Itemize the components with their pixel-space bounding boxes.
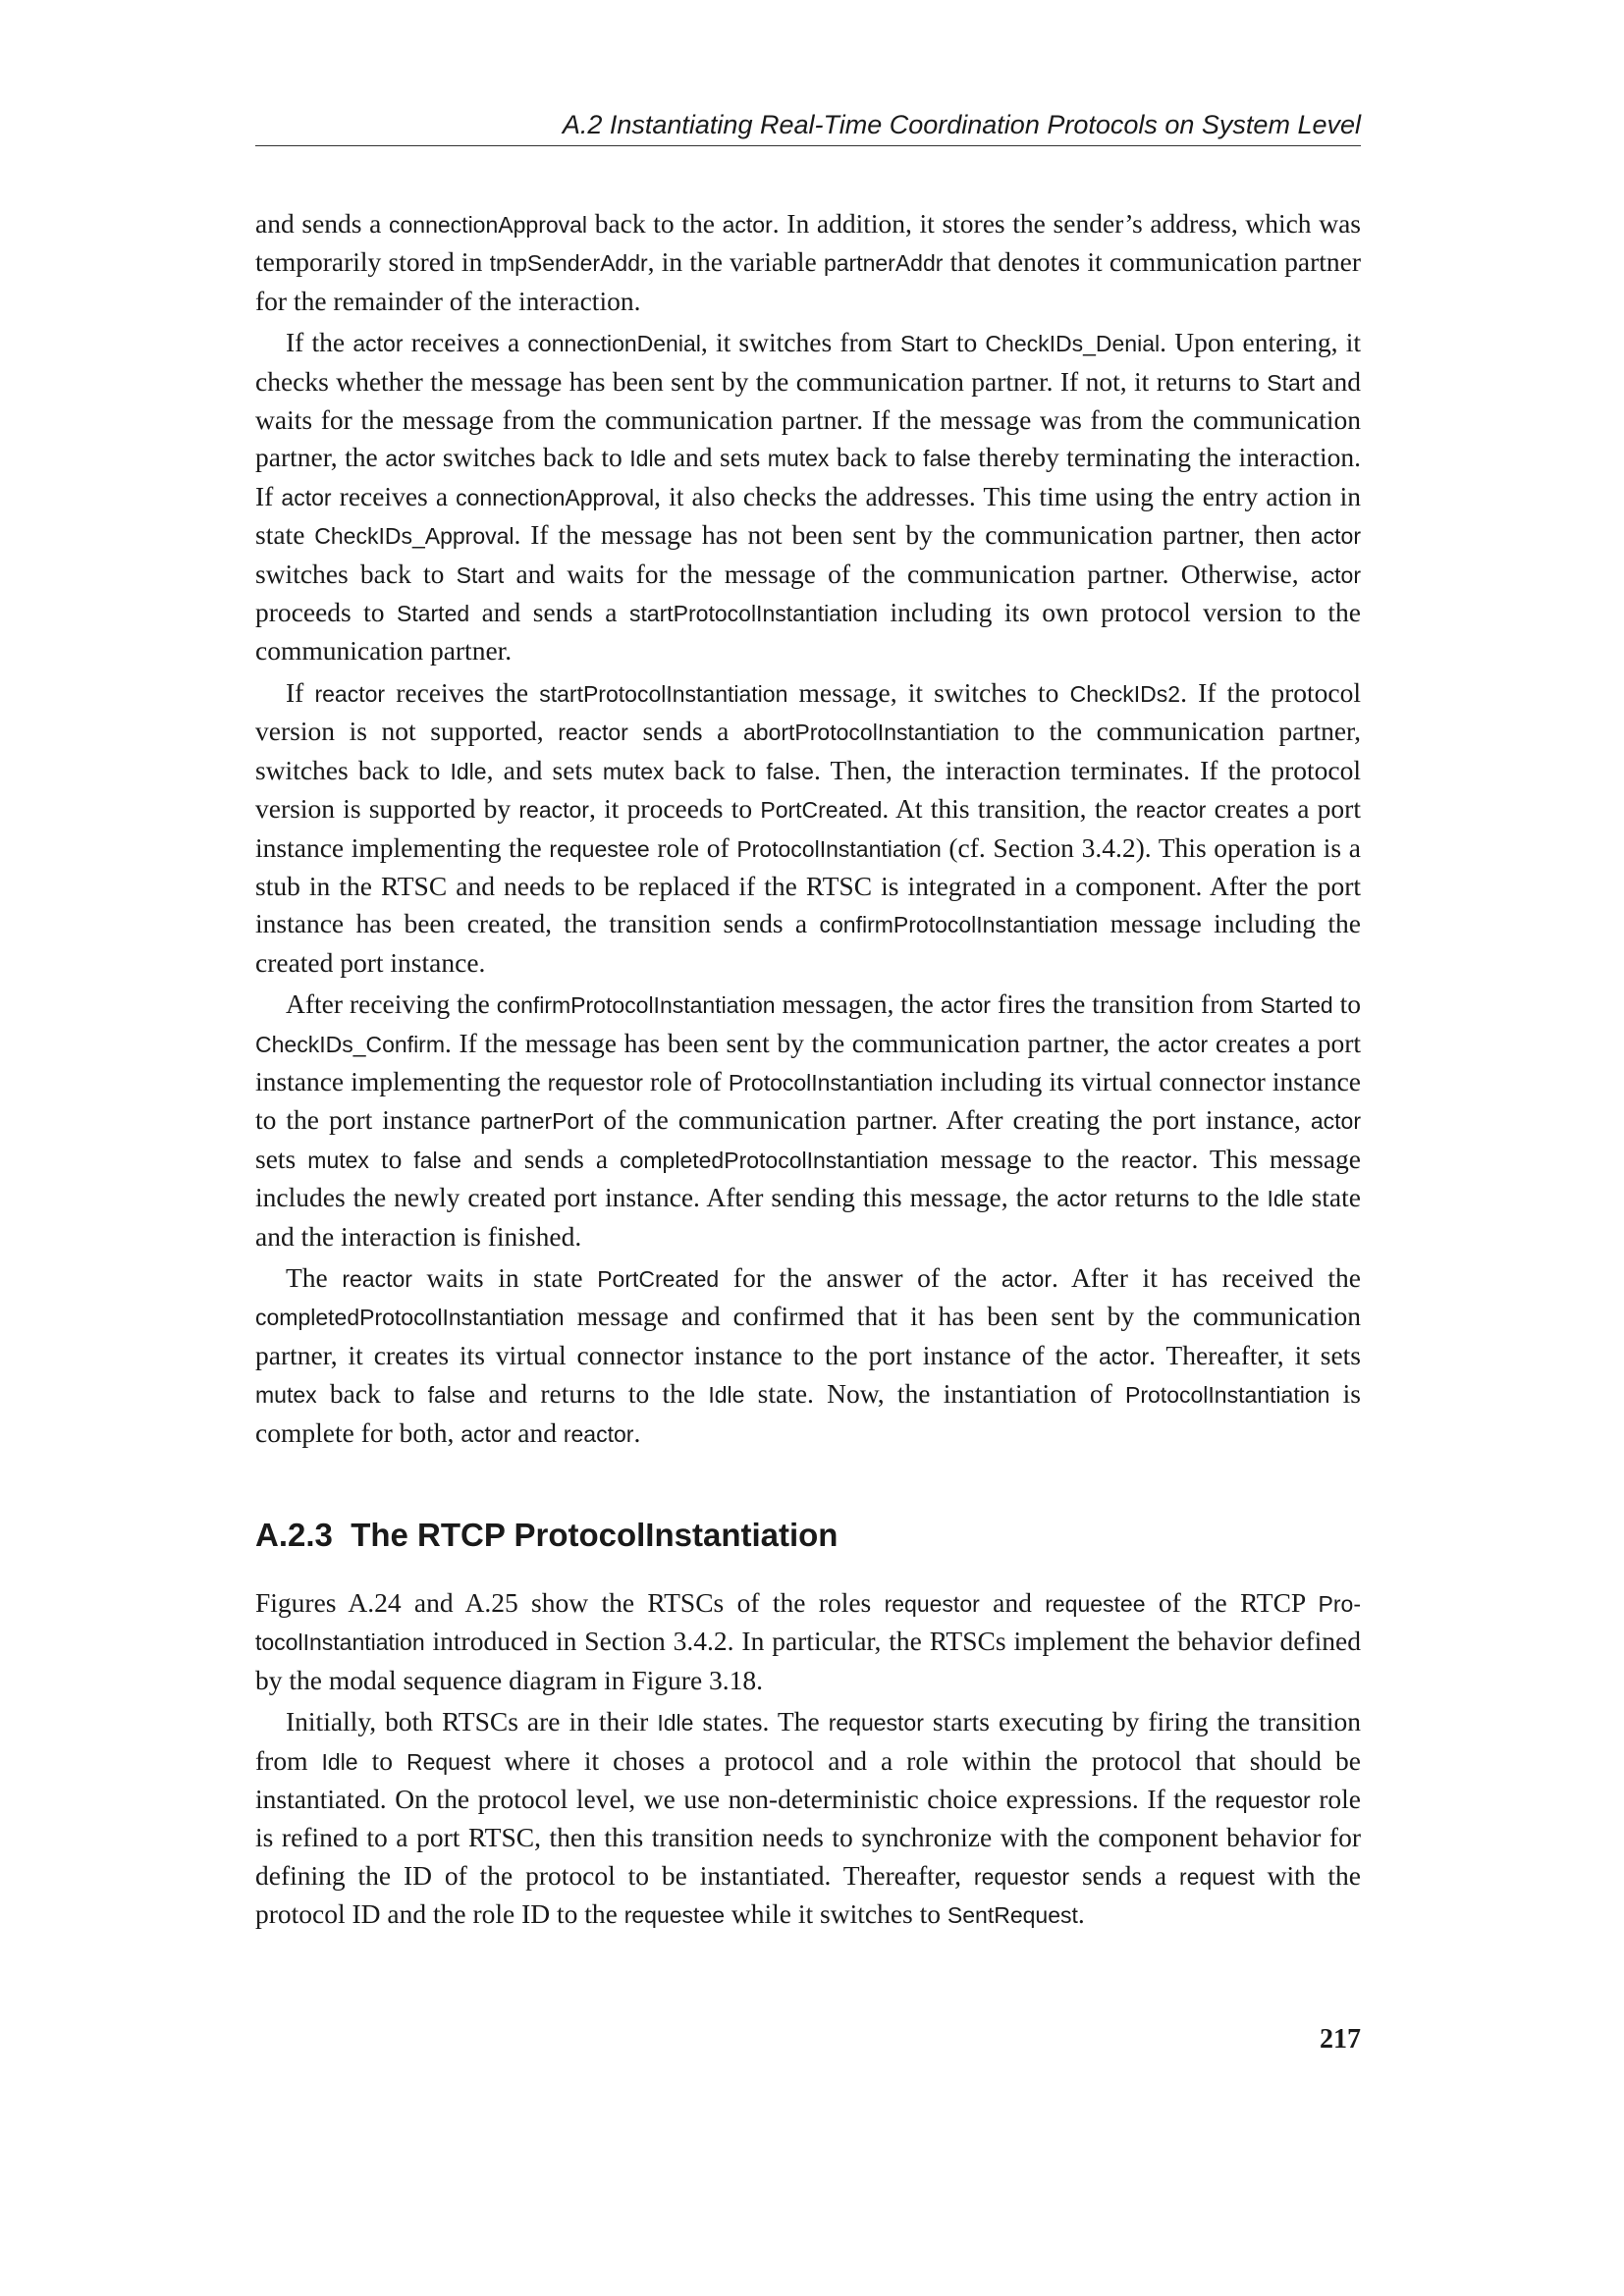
paragraph: and sends a connectionApproval back to the actor. In addition, it stores the sender’s address, which was temporarily stored in tmpSenderAddr, in the variable partnerAddr that denotes it communication partner for the remainder of the interaction.	[255, 208, 1362, 316]
running-head: A.2 Instantiating Real-Time Coordination Protocols on System Level	[255, 108, 1361, 146]
code-term: SentRequest	[947, 1902, 1078, 1929]
code-term: request	[1179, 1863, 1255, 1890]
code-term: requestee	[549, 835, 650, 862]
code-term: mutex	[602, 758, 665, 784]
paragraph: If reactor receives the startProtocolInstantiation message, it switches to CheckIDs2. If the protocol version is not supported, reactor sends a abortProtocolInstantiation to the communication partner, switches back to Idle, and sets mutex back to false. Then, the interaction terminates. If the protocol version is supported by reactor, it proceeds to PortCreated. At this transition, the reactor creates a port instance implementing the requestee role of ProtocolInstantiation (cf. Section 3.4.2). This operation is a stub in the RTSC and needs to be replaced if the RTSC is integrated in a component. After the port instance has been created, the transition sends a confirmProtocolInstantiation message including the created port instance.	[255, 676, 1361, 978]
code-term: ProtocolInstantiation	[728, 1069, 934, 1095]
code-term: PortCreated	[597, 1265, 720, 1292]
code-term: ProtocolInstantiation	[1125, 1382, 1330, 1409]
code-term: requestor	[547, 1069, 643, 1095]
section-number: A.2.3	[255, 1517, 333, 1553]
code-term: startProtocolInstantiation	[539, 680, 788, 707]
code-term: Request	[406, 1748, 491, 1775]
code-term: CheckIDs_Approval	[314, 523, 514, 550]
code-term: confirmProtocolInstantiation	[819, 912, 1099, 938]
code-term: actor	[1099, 1343, 1150, 1369]
code-term: mutex	[767, 446, 830, 472]
code-term: actor	[722, 212, 773, 238]
code-term: confirmProtocolInstantiation	[496, 992, 776, 1019]
code-term: connectionDenial	[527, 331, 701, 357]
code-term: false	[923, 446, 971, 472]
code-term: partnerPort	[480, 1108, 594, 1135]
code-term: ProtocolInstantiation	[255, 1591, 1361, 1656]
code-term: CheckIDs_Confirm	[255, 1031, 445, 1057]
code-term: actor	[940, 992, 991, 1019]
code-term: actor	[1310, 561, 1361, 588]
code-term: reactor	[558, 720, 628, 746]
code-term: actor	[460, 1420, 512, 1447]
code-term: requestee	[1045, 1591, 1146, 1617]
code-term: false	[413, 1147, 461, 1173]
code-term: connectionApproval	[389, 212, 588, 238]
code-term: PortCreated	[760, 797, 883, 824]
paragraph: Figures A.24 and A.25 show the RTSCs of the roles requestor and requestee of the RTCP ProtocolInstantiation introduced in Section 3.4.2. In particular, the RTSCs implement the behavior defined by the modal sequence diagram in Figure 3.18.	[255, 1587, 1361, 1695]
paragraph: The reactor waits in state PortCreated for the answer of the actor. After it has received the completedProtocolInstantiation message and confirmed that it has been sent by the communication partner, it creates its virtual connector instance to the port instance of the actor. Thereafter, it sets mutex back to false and returns to the Idle state. Now, the instantiation of ProtocolInstantiation is complete for both, actor and reactor.	[255, 1261, 1362, 1448]
paragraph: After receiving the confirmProtocolInstantiation messagen, the actor fires the transition from Started to CheckIDs_Confirm. If the message has been sent by the communication partner, the actor creates a port instance implementing the requestor role of ProtocolInstantiation including its virtual connector instance to the port instance partnerPort of the communication partner. After creating the port instance, actor sets mutex to false and sends a completedProtocolInstantiation message to the reactor. This message includes the newly created port instance. After sending this message, the actor returns to the Idle state and the interaction is finished.	[255, 988, 1362, 1252]
code-term: completedProtocolInstantiation	[255, 1305, 565, 1331]
code-term: actor	[1310, 523, 1361, 550]
code-term: requestor	[884, 1591, 980, 1617]
code-term: actor	[385, 446, 436, 472]
code-term: requestor	[828, 1710, 924, 1736]
code-term: reactor	[314, 680, 386, 707]
page-number: 217	[1320, 2024, 1361, 2055]
code-term: completedProtocolInstantiation	[620, 1147, 929, 1173]
code-term: reactor	[518, 797, 589, 824]
body-text	[255, 205, 1361, 1935]
code-term: Start	[456, 561, 505, 588]
code-term: Idle	[1267, 1186, 1304, 1212]
code-term: partnerAddr	[823, 250, 944, 277]
section-title: The RTCP ProtocolInstantiation	[351, 1517, 839, 1553]
code-term: tmpSenderAddr	[489, 250, 648, 277]
code-term: reactor	[342, 1265, 412, 1292]
code-term: abortProtocolInstantiation	[743, 720, 1000, 746]
code-term: CheckIDs_Denial	[985, 331, 1161, 357]
code-term: Start	[900, 331, 948, 357]
code-term: requestor	[1215, 1788, 1311, 1814]
code-term: mutex	[307, 1147, 369, 1173]
code-term: mutex	[255, 1382, 317, 1409]
code-term: requestor	[973, 1863, 1070, 1890]
code-term: reactor	[563, 1420, 634, 1447]
code-term: Idle	[657, 1710, 694, 1736]
paragraph: If the actor receives a connectionDenial, it switches from Start to CheckIDs_Denial. Upon entering, it checks whether the message has been sent by the communication partner. If not, it returns to Start and waits for the message from the communication partner. If the message was from the communication partner, the actor switches back to Idle and sets mutex back to false thereby terminating the interaction. If actor receives a connectionApproval, it also checks the addresses. This time using the entry action in state CheckIDs_Approval. If the message has not been sent by the communication partner, then actor switches back to Start and waits for the message of the communication partner. Otherwise, actor proceeds to Started and sends a startProtocolInstantiation including its own protocol version to the communication partner.	[255, 327, 1362, 667]
code-term: Idle	[629, 446, 667, 472]
code-term: ProtocolInstantiation	[736, 835, 942, 862]
code-term: Started	[397, 601, 470, 627]
code-term: connectionApproval	[456, 484, 655, 510]
code-term: Started	[1260, 992, 1333, 1019]
code-term: Idle	[321, 1748, 358, 1775]
code-term: false	[766, 758, 814, 784]
paragraph: Initially, both RTSCs are in their Idle states. The requestor starts executing by firing the transition from Idle to Request where it choses a protocol and a role within the protocol that should be instantiated. On the protocol level, we use non-deterministic choice expressions. If the requestor role is refined to a port RTSC, then this transition needs to synchronize with the component behavior for defining the ID of the protocol to be instantiated. Thereafter, requestor sends a request with the protocol ID and the role ID to the requestee while it switches to SentRequest.	[255, 1706, 1362, 1930]
code-term: actor	[281, 484, 332, 510]
code-term: false	[427, 1382, 476, 1409]
code-term: actor	[1310, 1108, 1361, 1135]
code-term: Start	[1267, 369, 1315, 396]
code-term: actor	[1056, 1186, 1108, 1212]
code-term: startProtocolInstantiation	[628, 601, 879, 627]
code-term: reactor	[1120, 1147, 1192, 1173]
code-term: Idle	[708, 1382, 745, 1409]
code-term: actor	[1001, 1265, 1052, 1292]
code-term: reactor	[1135, 797, 1207, 824]
code-term: CheckIDs2	[1069, 680, 1181, 707]
page	[255, 108, 1361, 1939]
code-term: Idle	[450, 758, 487, 784]
code-term: actor	[352, 331, 404, 357]
code-term: actor	[1158, 1031, 1209, 1057]
section-heading	[255, 1516, 1361, 1555]
code-term: requestee	[623, 1902, 726, 1929]
